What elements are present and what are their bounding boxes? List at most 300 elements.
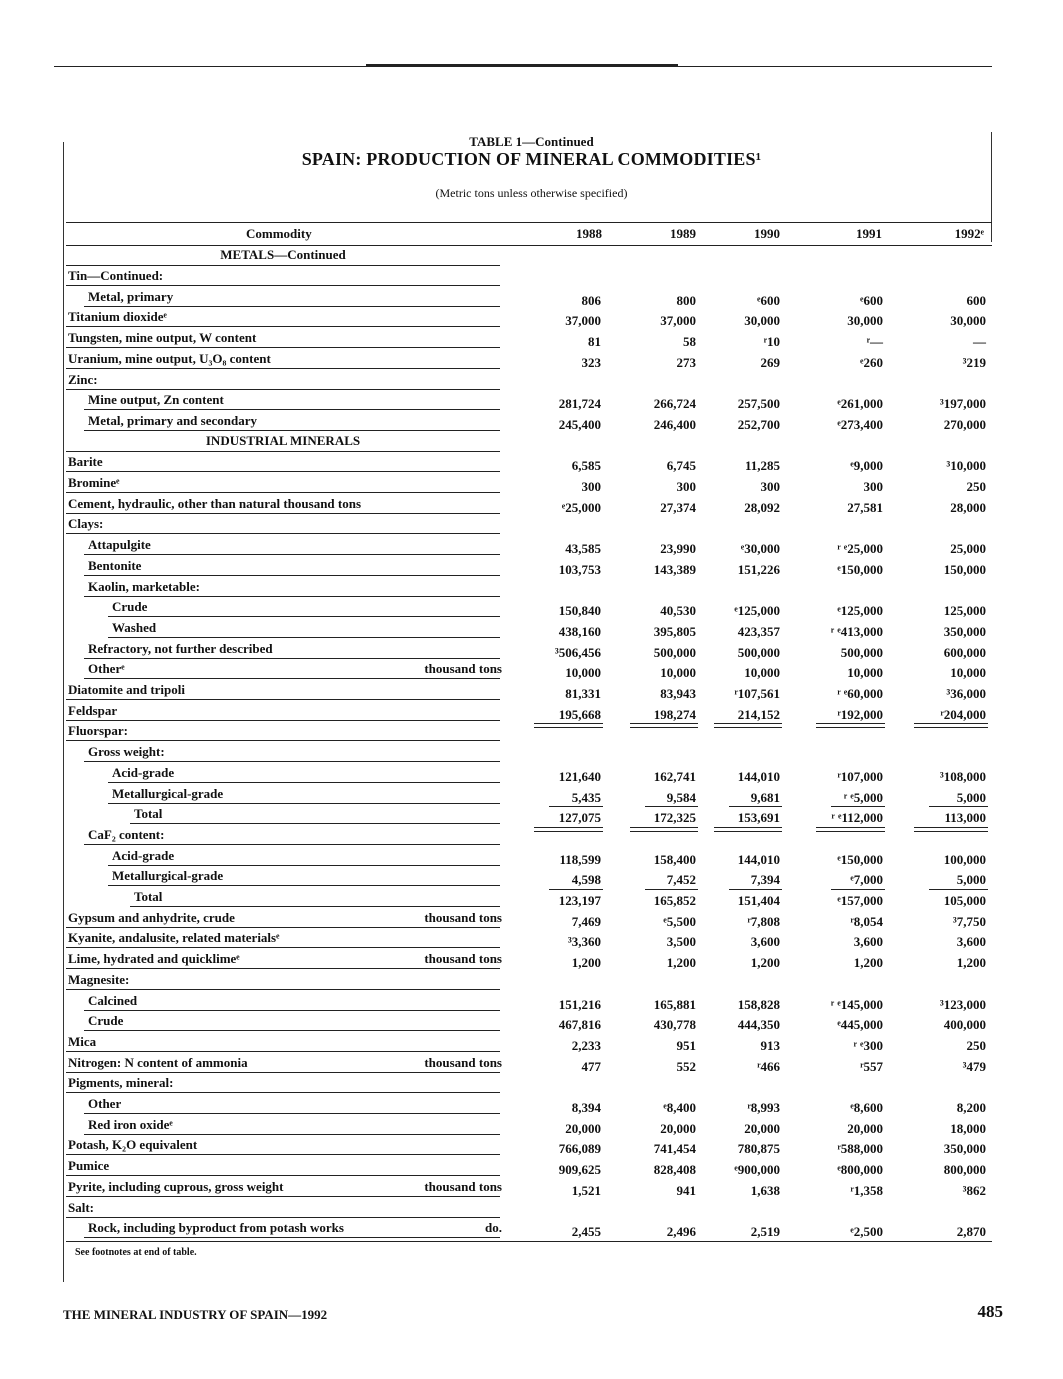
row-label: Barite <box>68 454 103 470</box>
cell-1990: 2,519 <box>750 1224 780 1240</box>
cell-1989: 7,452 <box>666 872 696 888</box>
table-row <box>66 1198 992 1218</box>
cell-1989: 162,741 <box>653 768 696 784</box>
table-row <box>66 307 992 327</box>
cell-1988: 477 <box>581 1058 601 1074</box>
cell-1992: 8,200 <box>956 1100 986 1115</box>
cell-1990: ʳ7,808 <box>747 913 780 929</box>
cell-1989: 430,778 <box>653 1017 696 1033</box>
cell-1991: ʳ ᵉ5,000 <box>843 789 883 805</box>
cell-1990: ᵉ600 <box>757 292 780 308</box>
table-row <box>66 680 992 700</box>
page-number: 485 <box>977 1302 1003 1321</box>
table-title: SPAIN: PRODUCTION OF MINERAL COMMODITIES¹ <box>301 149 762 169</box>
cell-1992: 25,000 <box>950 541 986 557</box>
cell-1992: 125,000 <box>943 603 986 619</box>
cell-1988: 323 <box>581 354 601 370</box>
table-row <box>66 618 992 638</box>
row-unit: thousand tons <box>424 909 502 925</box>
cell-1992: 250 <box>966 1037 986 1053</box>
cell-1990: 214,152 <box>737 706 780 722</box>
row-rule <box>84 430 500 431</box>
cell-1992: — <box>973 334 986 350</box>
cell-1990: ʳ107,561 <box>734 686 780 701</box>
cell-1991: 3,600 <box>853 934 883 950</box>
cell-1989: 273 <box>676 354 696 370</box>
cell-1989: ᵉ8,400 <box>663 1100 696 1115</box>
row-label: Mine output, Zn content <box>88 392 224 408</box>
sum-rule <box>549 806 603 807</box>
row-label: Uranium, mine output, U₃O₈ content <box>68 350 271 366</box>
cell-1988: 81 <box>588 334 601 350</box>
cell-1990: 144,010 <box>737 768 780 784</box>
cell-1990: 153,691 <box>737 810 780 826</box>
cell-1991: 20,000 <box>847 1120 883 1136</box>
row-label: Gypsum and anhydrite, crude <box>68 909 235 925</box>
row-label: Total <box>134 889 163 904</box>
left-margin-rule <box>63 142 64 1282</box>
cell-1988: 4,598 <box>571 872 601 888</box>
cell-1992: 3,600 <box>956 934 986 950</box>
cell-1988: 2,455 <box>571 1224 601 1240</box>
cell-1990: 3,600 <box>750 934 780 950</box>
cell-1991: 500,000 <box>840 644 883 660</box>
cell-1989: 951 <box>676 1037 696 1053</box>
section-metals: METALS—Continued <box>220 247 346 262</box>
row-label: Kyanite, andalusite, related materialsᵉ <box>68 930 280 946</box>
section-rule <box>66 451 500 452</box>
cell-1988: ᵉ25,000 <box>561 499 601 515</box>
cell-1991: ᵉ2,500 <box>850 1224 883 1240</box>
cell-1992: 5,000 <box>956 872 986 888</box>
cell-1991: ʳ192,000 <box>837 706 883 722</box>
cell-1989: 300 <box>676 479 696 494</box>
table-row <box>66 473 992 493</box>
cell-1992: 105,000 <box>943 893 986 908</box>
row-label: Kaolin, marketable: <box>88 578 200 594</box>
table-row <box>66 784 992 804</box>
table-row <box>66 577 992 597</box>
row-label: Metal, primary <box>88 288 174 304</box>
table-row <box>66 1156 992 1176</box>
cell-1989: 395,805 <box>653 623 696 639</box>
cell-1988: 1,200 <box>571 955 601 971</box>
cell-1988: 127,075 <box>558 810 601 826</box>
double-rule <box>630 827 698 832</box>
cell-1988: 766,089 <box>558 1141 601 1157</box>
cell-1989: 1,200 <box>666 955 696 971</box>
cell-1992: 250 <box>966 479 986 494</box>
cell-1989: 58 <box>683 334 696 350</box>
table-row <box>66 887 992 907</box>
cell-1991: ᵉ600 <box>860 292 883 308</box>
row-label: Fluorspar: <box>68 723 128 739</box>
cell-1988: 37,000 <box>565 313 601 329</box>
row-label: Bentonite <box>88 557 142 573</box>
cell-1988: 150,840 <box>558 603 601 619</box>
top-rule-thick <box>366 64 678 67</box>
cell-1992: 113,000 <box>944 810 986 826</box>
cell-1988: 81,331 <box>565 686 601 701</box>
sum-rule <box>729 806 782 807</box>
units-note: (Metric tons unless otherwise specified) <box>435 186 628 200</box>
cell-1988: 909,625 <box>558 1162 601 1178</box>
cell-1989: 40,530 <box>660 603 696 619</box>
cell-1989: ᵉ5,500 <box>663 913 696 929</box>
cell-1992: ³219 <box>962 354 986 370</box>
table-row <box>66 970 992 990</box>
table-row <box>66 1177 992 1197</box>
row-label: Feldspar <box>68 702 118 718</box>
cell-1991: ʳ8,054 <box>850 913 883 929</box>
row-label: Bromineᵉ <box>68 475 120 490</box>
cell-1991: ᵉ157,000 <box>837 893 883 908</box>
sum-rule <box>831 806 885 807</box>
row-label: Total <box>134 806 163 822</box>
column-header-1988: 1988 <box>576 226 602 241</box>
cell-1989: 165,881 <box>653 996 696 1012</box>
sum-rule <box>929 889 988 890</box>
row-label: Calcined <box>88 992 138 1008</box>
cell-1989: 828,408 <box>653 1162 696 1178</box>
cell-1990: 20,000 <box>744 1120 780 1136</box>
cell-1990: 9,681 <box>750 789 780 805</box>
cell-1992: 28,000 <box>950 499 986 515</box>
sum-rule <box>645 806 698 807</box>
row-unit: thousand tons <box>424 661 502 677</box>
row-label: Pumice <box>68 1158 110 1174</box>
table-bottom-rule <box>66 1241 992 1242</box>
sum-rule <box>549 889 603 890</box>
cell-1992: 600,000 <box>943 644 986 660</box>
cell-1990: 300 <box>760 479 780 494</box>
cell-1990: 269 <box>760 354 780 370</box>
row-label: Crude <box>88 1013 124 1029</box>
cell-1989: 552 <box>676 1058 696 1074</box>
cell-1989: 23,990 <box>660 541 696 557</box>
table-row <box>66 390 992 410</box>
sum-rule <box>929 806 988 807</box>
cell-1988: ³506,456 <box>554 644 601 660</box>
cell-1988: 300 <box>581 479 601 494</box>
cell-1988: ³3,360 <box>567 934 601 950</box>
cell-1988: 438,160 <box>558 623 601 639</box>
cell-1991: ʳ ᵉ25,000 <box>837 541 883 557</box>
cell-1991: ᵉ261,000 <box>837 396 883 412</box>
row-label: Zinc: <box>68 371 98 387</box>
row-label: Rock, including byproduct from potash works <box>88 1220 344 1236</box>
cell-1989: 2,496 <box>666 1224 696 1240</box>
cell-1988: 103,753 <box>558 561 601 577</box>
table-row <box>66 908 992 928</box>
row-rule <box>84 1237 500 1238</box>
cell-1989: 20,000 <box>660 1120 696 1136</box>
cell-1992: 270,000 <box>943 416 986 432</box>
cell-1991: ʳ ᵉ112,000 <box>831 810 883 826</box>
cell-1991: ʳ— <box>866 334 883 350</box>
cell-1990: 780,875 <box>737 1141 780 1157</box>
cell-1988: 5,435 <box>571 789 601 805</box>
row-unit: do. <box>485 1220 502 1236</box>
cell-1989: 741,454 <box>653 1141 696 1157</box>
cell-1991: ʳ ᵉ145,000 <box>830 996 883 1012</box>
cell-1989: 83,943 <box>660 686 696 701</box>
cell-1990: 500,000 <box>737 644 780 660</box>
cell-1992: ³479 <box>962 1058 986 1074</box>
cell-1991: ᵉ150,000 <box>837 561 883 577</box>
row-label: Attapulgite <box>88 537 151 553</box>
table-row <box>66 804 992 824</box>
cell-1992: 350,000 <box>943 1141 986 1157</box>
cell-1991: ʳ1,358 <box>850 1182 883 1198</box>
row-label: Washed <box>112 619 157 635</box>
cell-1992: ³862 <box>962 1182 986 1198</box>
table-row <box>66 991 992 1011</box>
cell-1990: 7,394 <box>750 872 780 888</box>
cell-1990: 144,010 <box>737 851 780 867</box>
table-row <box>66 1011 992 1031</box>
table-row <box>66 701 992 721</box>
sum-rule <box>645 889 698 890</box>
cell-1989: 198,274 <box>653 706 696 722</box>
cell-1990: 1,200 <box>750 955 780 971</box>
table-row <box>66 287 992 307</box>
cell-1989: 500,000 <box>653 644 696 660</box>
cell-1991: ᵉ125,000 <box>837 603 883 619</box>
cell-1989: 266,724 <box>653 396 696 412</box>
table-row <box>66 370 992 390</box>
row-label: Clays: <box>68 516 104 532</box>
cell-1989: 941 <box>676 1182 696 1198</box>
footnote: See footnotes at end of table. <box>75 1247 197 1258</box>
running-title: THE MINERAL INDUSTRY OF SPAIN—1992 <box>63 1307 328 1322</box>
row-label: Refractory, not further described <box>88 640 273 656</box>
row-label: Lime, hydrated and quicklimeᵉ <box>68 951 240 967</box>
cell-1992: ³108,000 <box>939 768 986 784</box>
cell-1992: 350,000 <box>943 623 986 639</box>
cell-1990: 11,285 <box>744 458 780 474</box>
row-label: Titanium dioxideᵉ <box>68 309 167 325</box>
cell-1989: 246,400 <box>653 416 696 432</box>
cell-1989: 143,389 <box>653 561 696 577</box>
table-row <box>66 763 992 783</box>
cell-1988: 121,640 <box>558 768 601 784</box>
column-header-1990: 1990 <box>754 226 780 241</box>
cell-1991: ᵉ800,000 <box>837 1162 883 1178</box>
table-row <box>66 452 992 472</box>
cell-1992: 150,000 <box>943 561 986 577</box>
cell-1992: 30,000 <box>950 313 986 329</box>
sum-rule <box>831 889 885 890</box>
table-row <box>66 535 992 555</box>
cell-1991: 30,000 <box>847 313 883 329</box>
cell-1992: ³197,000 <box>939 396 986 412</box>
cell-1990: 252,700 <box>737 416 780 432</box>
cell-1991: 27,581 <box>847 499 883 515</box>
column-header-commodity: Commodity <box>246 226 312 241</box>
cell-1990: 913 <box>760 1037 780 1053</box>
double-rule <box>630 723 698 728</box>
table-row <box>66 556 992 576</box>
cell-1990: ʳ8,993 <box>747 1100 780 1115</box>
row-label: Other <box>88 1096 122 1111</box>
row-label: Nitrogen: N content of ammonia <box>68 1054 248 1070</box>
cell-1988: 245,400 <box>558 416 601 432</box>
table-row <box>66 266 992 286</box>
row-label: Crude <box>112 599 148 615</box>
cell-1990: ʳ10 <box>763 334 780 350</box>
table-row <box>66 349 992 369</box>
cell-1989: 172,325 <box>653 810 696 826</box>
row-label: Diatomite and tripoli <box>68 682 185 697</box>
cell-1992: ³10,000 <box>946 458 986 474</box>
cell-1991: ʳ557 <box>860 1058 883 1074</box>
double-rule <box>816 827 885 832</box>
cell-1990: 444,350 <box>737 1017 780 1033</box>
table-row <box>66 1073 992 1093</box>
double-rule <box>914 723 988 728</box>
cell-1992: 5,000 <box>956 789 986 805</box>
cell-1989: 27,374 <box>660 499 696 515</box>
row-label: Metallurgical-grade <box>112 785 224 801</box>
cell-1991: 1,200 <box>853 955 883 971</box>
header-rule <box>66 245 992 246</box>
cell-1992: 2,870 <box>956 1224 986 1240</box>
cell-1991: ʳ107,000 <box>837 768 883 784</box>
row-label: Metallurgical-grade <box>112 868 224 884</box>
table-row <box>66 514 992 534</box>
cell-1992: ʳ204,000 <box>940 706 986 722</box>
row-label: Salt: <box>68 1199 94 1215</box>
cell-1990: 423,357 <box>737 623 780 639</box>
row-label: Metal, primary and secondary <box>88 412 257 428</box>
double-rule <box>534 827 603 832</box>
cell-1988: 7,469 <box>571 913 601 929</box>
cell-1992: 100,000 <box>943 851 986 867</box>
table-row <box>66 597 992 617</box>
cell-1988: 43,585 <box>565 541 601 557</box>
cell-1990: 158,828 <box>737 996 780 1012</box>
cell-1991: 300 <box>863 479 883 494</box>
row-unit: thousand tons <box>424 1054 502 1070</box>
cell-1988: 195,668 <box>558 706 601 722</box>
cell-1992: ³36,000 <box>946 686 986 701</box>
cell-1991: ᵉ273,400 <box>837 416 883 432</box>
cell-1990: 30,000 <box>744 313 780 329</box>
cell-1989: 165,852 <box>653 893 696 908</box>
table-row <box>66 928 992 948</box>
row-label: Mica <box>68 1033 97 1049</box>
row-label: Acid-grade <box>112 764 175 780</box>
cell-1990: 151,404 <box>737 893 780 908</box>
cell-1992: ³7,750 <box>952 913 986 929</box>
cell-1992: 800,000 <box>943 1162 986 1178</box>
sum-rule <box>729 889 782 890</box>
row-label: Acid-grade <box>112 847 175 863</box>
cell-1988: 6,585 <box>571 458 601 474</box>
cell-1988: 8,394 <box>571 1100 601 1115</box>
cell-1991: ᵉ260 <box>860 354 883 370</box>
row-label: CaF₂ content: <box>88 826 165 842</box>
cell-1992: 600 <box>966 292 986 308</box>
table-row <box>66 659 992 679</box>
table-row <box>66 742 992 762</box>
table-row <box>66 328 992 348</box>
table-row <box>66 639 992 659</box>
cell-1988: 10,000 <box>565 665 601 681</box>
cell-1989: 37,000 <box>660 313 696 329</box>
double-rule <box>714 827 782 832</box>
column-header-1992: 1992ᵉ <box>954 226 984 241</box>
row-label: Potash, K₂O equivalent <box>68 1137 198 1153</box>
row-label: Magnesite: <box>68 971 130 987</box>
cell-1990: ʳ466 <box>757 1058 780 1074</box>
cell-1989: 9,584 <box>666 789 696 805</box>
cell-1989: 158,400 <box>653 851 696 867</box>
double-rule <box>914 827 988 832</box>
cell-1992: ³123,000 <box>939 996 986 1012</box>
table-row <box>66 411 992 431</box>
row-label: Cement, hydraulic, other than natural thousand tons <box>68 495 362 511</box>
cell-1988: 806 <box>581 292 601 308</box>
row-label: Pigments, mineral: <box>68 1075 174 1091</box>
double-rule <box>714 723 782 728</box>
cell-1991: ᵉ9,000 <box>850 458 883 474</box>
cell-1989: 6,745 <box>666 458 696 474</box>
cell-1990: 257,500 <box>737 396 780 412</box>
row-label: Red iron oxideᵉ <box>88 1116 173 1132</box>
table-top-rule <box>66 222 992 223</box>
row-unit: thousand tons <box>424 951 502 967</box>
double-rule <box>816 723 885 728</box>
cell-1990: ᵉ125,000 <box>734 603 780 619</box>
cell-1991: ʳ ᵉ300 <box>853 1037 883 1053</box>
row-label: Tungsten, mine output, W content <box>68 330 257 346</box>
cell-1990: 28,092 <box>744 499 780 515</box>
cell-1988: 151,216 <box>558 996 601 1012</box>
cell-1991: ʳ ᵉ413,000 <box>830 623 883 639</box>
cell-1990: 151,226 <box>737 561 780 577</box>
table-row <box>66 949 992 969</box>
cell-1990: 10,000 <box>744 665 780 681</box>
cell-1992: 400,000 <box>943 1017 986 1033</box>
row-label: Gross weight: <box>88 744 165 760</box>
cell-1989: 10,000 <box>660 665 696 681</box>
cell-1992: 10,000 <box>950 665 986 681</box>
table-row <box>66 1218 992 1238</box>
cell-1990: 1,638 <box>750 1182 780 1198</box>
table-label: TABLE 1—Continued <box>469 134 594 149</box>
section-industrial-minerals: INDUSTRIAL MINERALS <box>205 432 361 448</box>
table-row <box>66 866 992 886</box>
cell-1991: ᵉ7,000 <box>850 872 883 888</box>
table-row <box>66 846 992 866</box>
cell-1989: 800 <box>676 292 696 308</box>
cell-1988: 20,000 <box>565 1120 601 1136</box>
cell-1989: 3,500 <box>666 934 696 950</box>
row-label: Otherᵉ <box>88 661 125 677</box>
row-label: Tin—Continued: <box>68 268 164 283</box>
column-header-1991: 1991 <box>856 226 882 241</box>
cell-1991: ʳ588,000 <box>837 1141 883 1157</box>
cell-1990: ᵉ900,000 <box>734 1162 780 1178</box>
cell-1991: ʳ ᵉ60,000 <box>837 686 883 701</box>
cell-1988: 281,724 <box>558 396 601 412</box>
cell-1991: 10,000 <box>847 665 883 681</box>
cell-1991: ᵉ8,600 <box>850 1100 883 1115</box>
table-row <box>66 1032 992 1052</box>
cell-1988: 2,233 <box>571 1037 601 1053</box>
